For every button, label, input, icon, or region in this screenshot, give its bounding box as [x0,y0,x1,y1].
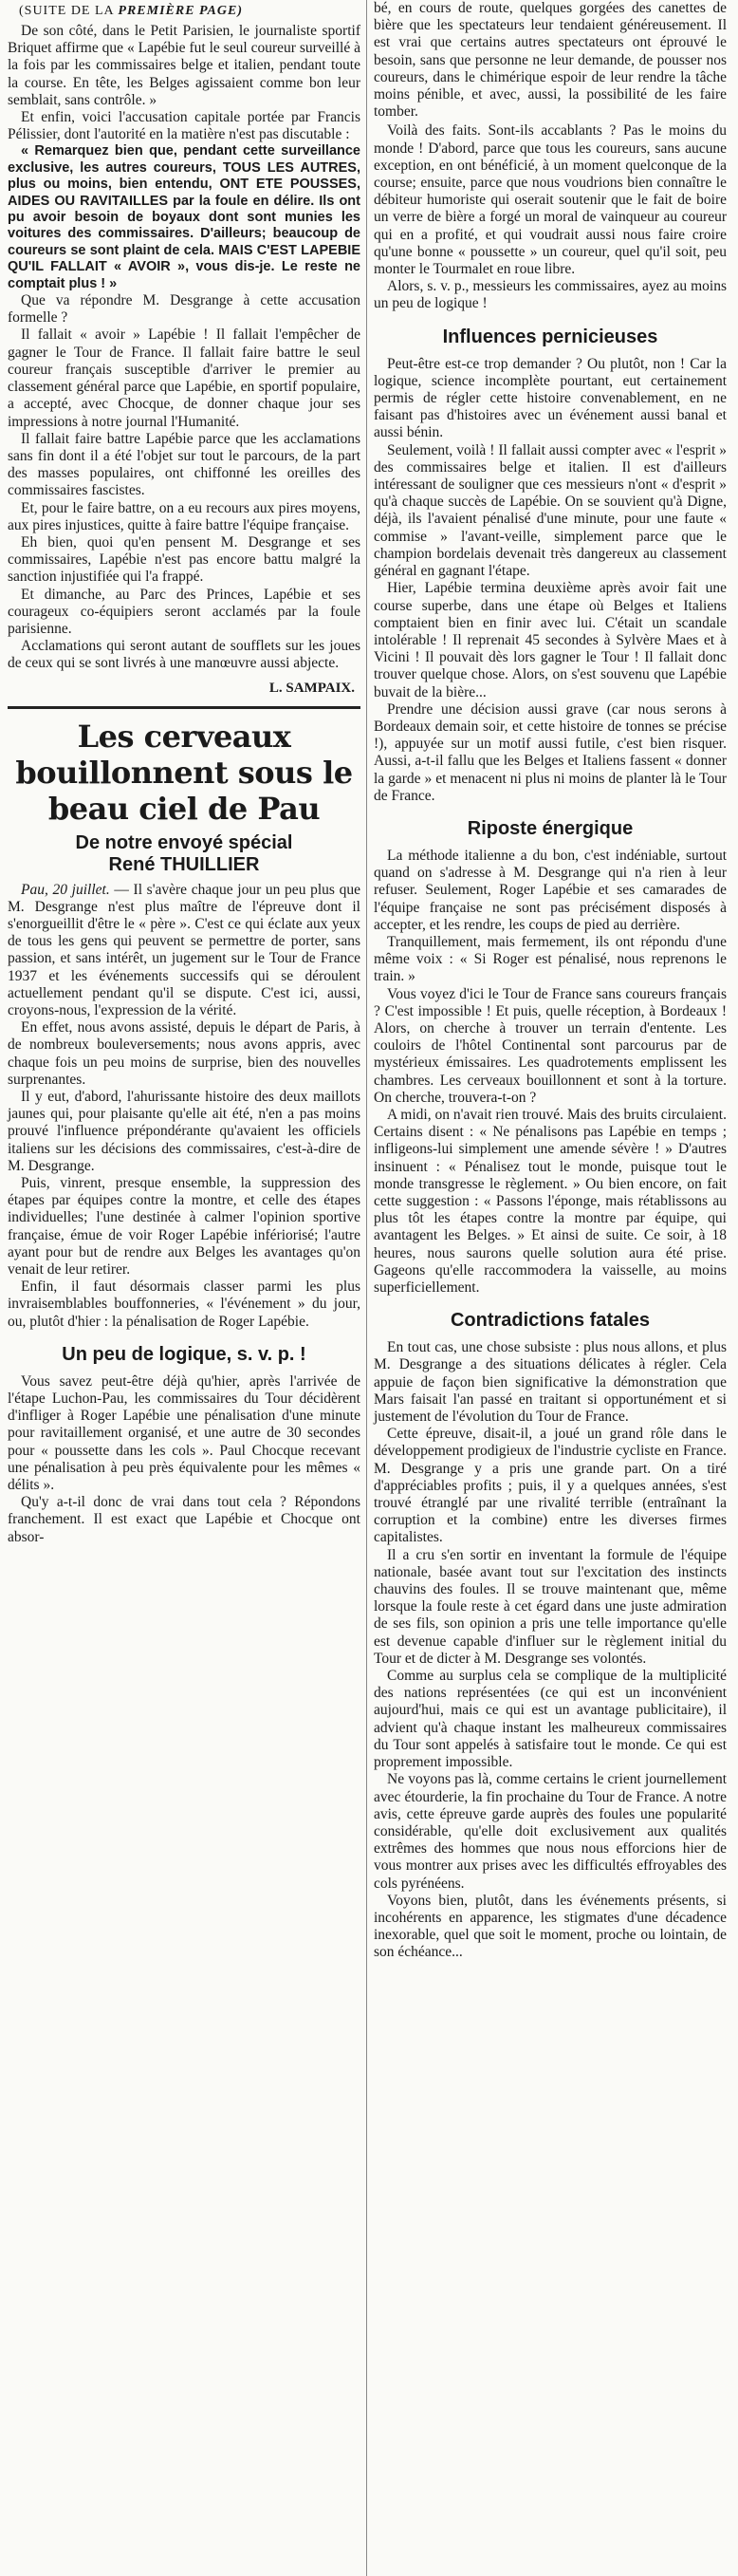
article2-lead-paragraph [8,882,360,1020]
subheading-riposte: Riposte énergique [467,817,634,839]
paragraph: Prendre une décision aussi grave (car nous serons à Bordeaux demain soir, et cette histoire de tonnes se précise !), appuyée sur un motif aussi futile, c'est bien risquer. Aussi, a-t-il fallu que les Belges et Italiens fassent « donner la garde » et menacent ni plus ni moins de planter là le Tour de France. [374,700,727,804]
right-body-c [374,848,727,1297]
subheading-logique: Un peu de logique, s. v. p. ! [62,1343,306,1365]
paragraph: Il fallait faire battre Lapébie parce que les acclamations sans fin dont il a été l'objet sur tout le parcours, de la part des masses populaires, ont chiffonné les oreilles des commissaires fascistes. [8,430,360,499]
article1-body [8,23,360,143]
left-column [8,0,360,1546]
lead-text: — Il s'avère chaque jour un peu plus que M. Desgrange n'est plus maître de l'épreuve dont il s'enorgueillit d'être le « père ». C'est ce qui éclate aux yeux de tous les gens qui peuvent se permettre de porter, sans passion, et sans intérêt, un jugement sur le Tour de France 1937 et les événements successifs qui se déroulent actuellement pendant qu'il se dispute. C'est ici, aussi, croyons-nous, l'expression de la vérité. [8,881,360,1018]
paragraph: Et dimanche, au Parc des Princes, Lapébie et ses courageux co-équipiers seront acclamés par la foule parisienne. [8,586,360,637]
article1-signature: L. SAMPAIX. [268,680,355,696]
right-body-b [374,356,727,805]
article1-bold-quote: « Remarquez bien que, pendant cette surveillance exclusive, les autres coureurs, TOUS LES AUTRES, plus ou moins, bien entendu, ONT ETE POUSSES, AIDES OU RAVITAILLES par la foule en délire. Ils ont pu avoir besoin de boyaux dont sont munies les voitures des commissaires. D'ailleurs; beaucoup de coureurs se sont plaint de cela. MAIS C'EST LAPEBIE QU'IL FALLAIT « AVOIR », vous dis-je. Le reste ne comptait plus ! » [8,143,360,291]
paragraph: Puis, vinrent, presque ensemble, la suppression des étapes par équipes contre la montre, et celle des étapes individuelles; l'une destinée à calmer l'opinion sportive française, émue de voir Roger Lapébie infériorisé; l'autre ayant pour but de rendre aux Belges les avantages qu'on venait de leur retirer. [8,1175,360,1279]
byline-label: De notre envoyé spécial [75,831,293,853]
paragraph: Voyons bien, plutôt, dans les événements présents, si incohérents en apparence, les stigmates d'une décadence inexorable, quel que soit le moment, proche ou lointain, de son échéance... [374,1892,727,1961]
paragraph: Ne voyons pas là, comme certains le crient journellement avec étourderie, la fin prochaine du Tour de France. A notre avis, cette épreuve garde auprès des foules une popularité considérable, qu'elle doit exclusivement aux qualités extrêmes des hommes que nous nous efforcions hier de vous montrer aux prises avec les difficultés effroyables des cols pyrénéens. [374,1771,727,1892]
paragraph: Et enfin, voici l'accusation capitale portée par Francis Pélissier, dont l'autorité en la matière n'est pas discutable : [8,109,360,143]
subheading-contradictions: Contradictions fatales [450,1310,651,1332]
paragraph: La méthode italienne a du bon, c'est indéniable, surtout quand on s'adresse à M. Desgrange qui n'a rien à leur refuser. Seulement, Roger Lapébie et ses camarades de l'équipe française ne sont pas précisément disposés à accepter, et les rendre, les coups de pied au derrière. [374,847,727,933]
article2-body [8,1019,360,1331]
subheading-influences: Influences pernicieuses [442,326,658,347]
paragraph: A midi, on n'avait rien trouvé. Mais des bruits circulaient. Certains disent : « Ne pénalisons pas Lapébie en temps ; infligeons-lui simplement une amende sévère ! » D'autres insinuent : « Pénalisez tout le monde, puisque tout le monde transgresse le règlement. » Ou bien encore, on fait cette suggestion : « Passons l'éponge, mais rétablissons au plus tôt les étapes contre la montre par équipe, qui avantagent les Belges. » Et ainsi de suite. Ce soir, à 18 heures, nous saurons quelle solution aura été prise. Gageons qu'elle raccommodera la vaisselle, au moins superficiellement. [374,1106,727,1297]
paragraph: Peut-être est-ce trop demander ? Ou plutôt, non ! Car la logique, science incomplète pourtant, eut certainement permis de régler cette histoire convenablement, en ne faisant pas d'histoires avec un événement aussi banal et aussi bénin. [374,355,727,441]
continuation-paragraph: bé, en cours de route, quelques gorgées des canettes de bière que les spectateurs leur tendaient généreusement. Il est vrai que certains autres spectateurs ont éprouvé le besoin, sans que personne ne leur demande, de pousser nos coureurs, dans le chimérique espoir de leur rendre la tâche moins pénible, et avec, aussi, la possibilité de les faire tomber. [374,0,727,121]
paragraph: Qu'y a-t-il donc de vrai dans tout cela ? Répondons franchement. Il est exact que Lapébie et Chocque ont absor- [8,1494,360,1545]
paragraph: En effet, nous avons assisté, depuis le départ de Paris, à de nombreux bouleversements; nous avons appris, avec chaque fois un peu moins de surprise, bien des nouvelles surprenantes. [8,1019,360,1088]
paragraph: Que va répondre M. Desgrange à cette accusation formelle ? [8,292,360,327]
article2-sub1-body [8,1373,360,1546]
paragraph: Voilà des faits. Sont-ils accablants ? Pas le moins du monde ! D'abord, parce que tous les coureurs, sans aucune exception, en ont bénéficié, à un moment quelconque de la course; ensuite, parce que nous voudrions bien connaître le débiteur humoriste qui oserait soutenir que le fait de boire un verre de bière a forgé un moral de vainqueur au coureur qui en a profité, et qui voudrait aussi nous faire croire qu'une bonne « poussette » un coureur, quel qu'il soit, peu monter le Tourmalet en roue libre. [374,122,727,278]
paragraph: Il fallait « avoir » Lapébie ! Il fallait l'empêcher de gagner le Tour de France. Il fallait faire battre le seul coureur français susceptible d'arriver le premier au classement général parce que Lapébie, en sportif populaire, a accepté, avec Chocque, de donner chaque jour ses impressions à notre journal l'Humanité. [8,327,360,430]
dateline: Pau, 20 juillet. [21,881,110,898]
paragraph: De son côté, dans le Petit Parisien, le journaliste sportif Briquet affirme que « Lapébie fut le seul coureur surveillé à la fois par les commissaires belge et italien, pendant toute la course. En tête, les Belges agissaient comme bon leur semblait, sans contrôle. » [8,23,360,108]
right-body-d [374,1339,727,1961]
right-column [374,0,727,1962]
paragraph: En tout cas, une chose subsiste : plus nous allons, et plus M. Desgrange a des situations délicates à régler. Cela appuie de façon bien significative la démonstration que Mars faisait l'an passé en traitant si opportunément et si justement de l'évolution du Tour de France. [374,1339,727,1426]
article1-body-continued [8,292,360,672]
paragraph: Enfin, il faut désormais classer parmi les plus invraisemblables bouffonneries, « l'événement » du jour, ou, plutôt d'hier : la pénalisation de Roger Lapébie. [8,1279,360,1330]
paragraph: Il y eut, d'abord, l'ahurissante histoire des deux maillots jaunes qui, pour plaisante qu'elle ait été, n'en a pas moins prouvé l'influence prépondérante qu'avaient les officiels italiens sur les décisions des commissaires, c'est-à-dire de M. Desgrange. [8,1088,360,1174]
paragraph: Et, pour le faire battre, on a eu recours aux pires moyens, aux pires injustices, quitte à faire battre l'équipe française. [8,499,360,533]
paragraph: Comme au surplus cela se complique de la multiplicité des nations représentées (ce qui est un inconvénient aujourd'hui, mais ce qui est un avantage publicitaire), il advient qu'à chaque instant les malheureux commissaires du Tour sont appelés à satisfaire tout le monde. Ce qui est proprement impossible. [374,1668,727,1771]
article2-headline: Les cerveaux bouillonnent sous le beau ciel de Pau [15,718,353,827]
column-divider [366,0,367,2576]
paragraph: Hier, Lapébie termina deuxième après avoir fait une course superbe, dans une étape où Belges et Italiens comptaient bien en finir avec lui. C'était un scandale intolérable ! Il reprenait 45 secondes à Sylvère Maes et à Vicini ! Il pouvait dès lors gagner le Tour ! Il fallait donc trouver quelque chose. Alors, on s'est souvenu que Lapébie buvait de la bière... [374,580,727,700]
byline-name: René THUILLIER [108,853,260,875]
right-body-a [374,122,727,312]
paragraph: Vous savez peut-être déjà qu'hier, après l'arrivée de l'étape Luchon-Pau, les commissaires du Tour décidèrent d'infliger à Roger Lapébie une pénalisation d'une minute pour ravitaillement organisé, et une autre de 30 secondes pour « poussette dans les cols ». Paul Chocque recevant une pénalisation à peu près équivalente pour les mêmes « délits ». [8,1372,360,1494]
paragraph: Eh bien, quoi qu'en pensent M. Desgrange et ses commissaires, Lapébie n'est pas encore battu malgré la sanction injustifiée qui l'a frappé. [8,533,360,586]
paragraph: Il a cru s'en sortir en inventant la formule de l'équipe nationale, basée avant tout sur l'excitation des instincts chauvins des foules. Il se trouve maintenant que, même lorsque la foule reste à cet égard dans une juste admiration de ses fils, son opinion a pris une telle importance qu'elle est devenue capable d'influer sur le règlement initial du Tour et de dicter à M. Desgrange ses volontés. [374,1546,727,1667]
paragraph: Alors, s. v. p., messieurs les commissaires, ayez au moins un peu de logique ! [374,278,727,312]
continued-label: (SUITE DE LA PREMIÈRE PAGE) [19,4,243,18]
paragraph: Acclamations qui seront autant de soufflets sur les joues de ceux qui se sont livrés à une manœuvre aussi abjecte. [8,638,360,672]
paragraph: Vous voyez d'ici le Tour de France sans coureurs français ? C'est impossible ! Et puis, quelle réception, à Bordeaux ! Alors, on cherche à trouver un terrain d'entente. Les couloirs de l'hôtel Continental sont parcourus par de mystérieux émissaires. Les quadrotements emplissent les chambres. Les cerveaux bouillonnent et sont à la torture. On cherche, trouvera-t-on ? [374,985,727,1106]
paragraph: Tranquillement, mais fermement, ils ont répondu d'une même voix : « Si Roger est pénalisé, nous reprenons le train. » [374,933,727,985]
paragraph: Seulement, voilà ! Il fallait aussi compter avec « l'esprit » des commissaires belge et italien. Il est d'ailleurs intéressant de souligner que ces messieurs n'ont « d'esprit » qu'à chaque succès de Lapébie. On se souvient qu'à Digne, déjà, ils l'avaient pénalisé d'une minute, pour une faute « commise » l'avant-veille, simplement parce que le champion bordelais devenait très dangereux au classement général en gagnant l'étape. [374,441,727,580]
paragraph: Cette épreuve, disait-il, a joué un grand rôle dans le développement prodigieux de l'industrie cycliste en France. M. Desgrange y a pris une grande part. On a tiré d'appréciables profits ; puis, il y a quelques années, s'est trouvé étranglé par une rivalité terrible (entraînant la corruption et la combine) entre les diverses firmes capitalistes. [374,1426,727,1546]
article-separator [8,706,360,709]
